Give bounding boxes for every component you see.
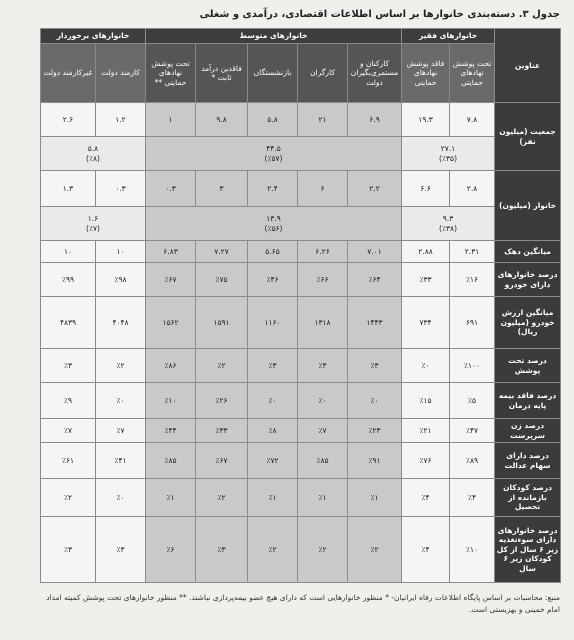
table-cell: ۲.۳۱	[450, 241, 495, 263]
footnote: منبع: محاسبات بر اساس پایگاه اطلاعات رفاه ایرانیان- * منظور خانوارهایی است که دارای هیچ عضو بیمه‌پردازی نباشند. ** منظور خانوارهای تحت پوشش کمیته امداد امام خمینی و بهزیستی است.	[46, 593, 560, 614]
table-row	[41, 171, 561, 207]
table-cell: ٪۶۷	[196, 443, 248, 479]
table-cell: ۳	[196, 171, 248, 207]
table-cell: ٪۲	[248, 517, 298, 583]
row-label: جمعیت (میلیون نفر)	[495, 103, 561, 171]
row-label: خانوار (میلیون)	[495, 171, 561, 241]
table-cell: ٪۰	[298, 383, 348, 419]
col-header: کارمند دولت	[96, 44, 146, 103]
table-cell: ٪۱	[298, 479, 348, 517]
subtotal-row	[41, 207, 561, 241]
table-cell: ۶.۶	[402, 171, 450, 207]
table-cell: ٪۲	[96, 349, 146, 383]
subtotal-rich: ۵.۸ (٪۸)	[41, 137, 146, 171]
table-cell: ۷.۲۷	[196, 241, 248, 263]
table-row	[41, 297, 561, 349]
table-cell: ۶.۹	[348, 103, 402, 137]
table-cell: ٪۹۱	[348, 443, 402, 479]
table-cell: ٪۹	[41, 383, 96, 419]
table-cell: ۴۸۳۹	[41, 297, 96, 349]
row-label: درصد تحت پوشش	[495, 349, 561, 383]
table-cell: ٪۳	[348, 349, 402, 383]
table-cell: ٪۸۹	[450, 443, 495, 479]
table-cell: ٪۲	[196, 479, 248, 517]
table-cell: ۱۵۶۲	[146, 297, 196, 349]
table-cell: ٪۰	[248, 383, 298, 419]
table-cell: ٪۲	[348, 517, 402, 583]
table-cell: ٪۲	[298, 517, 348, 583]
table-cell: ٪۶۴	[348, 263, 402, 297]
col-header: غیرکارمند دولت	[41, 44, 96, 103]
table-cell: ۷۳۴	[402, 297, 450, 349]
table-cell: ٪۰	[96, 479, 146, 517]
table-body	[41, 103, 561, 583]
table-cell: ٪۲۶	[196, 383, 248, 419]
table-cell: ٪۳	[196, 517, 248, 583]
table-row	[41, 383, 561, 419]
table-cell: ۱۱۶۰	[248, 297, 298, 349]
table-cell: ۲۱	[298, 103, 348, 137]
group-header-mid: خانوارهای متوسط	[146, 29, 402, 44]
table-cell: ٪۶۷	[146, 263, 196, 297]
table-cell: ۱۳۱۸	[298, 297, 348, 349]
row-label: درصد دارای سهام عدالت	[495, 443, 561, 479]
table-cell: ٪۹۹	[41, 263, 96, 297]
subtotal-rich: ۱.۶ (٪۷)	[41, 207, 146, 241]
row-label: میانگین دهک	[495, 241, 561, 263]
col-header: کارگران	[298, 44, 348, 103]
table-row	[41, 241, 561, 263]
table-cell: ۱.۳	[41, 171, 96, 207]
page-title: جدول ۳. دسته‌بندی خانوارها بر اساس اطلاعات اقتصادی، درآمدی و شغلی	[199, 9, 560, 20]
table-cell: ۶.۸۳	[146, 241, 196, 263]
table-cell: ۵.۸	[248, 103, 298, 137]
table-cell: ٪۳	[41, 517, 96, 583]
table-cell: ٪۲۱	[402, 419, 450, 443]
table-cell: ۲.۸۸	[402, 241, 450, 263]
table-cell: ٪۱	[248, 479, 298, 517]
subtotal-mid: ۱۳.۹ (٪۵۶)	[146, 207, 402, 241]
col-header: فاقد پوشش نهادهای حمایتی	[402, 44, 450, 103]
table-cell: ۱۰	[41, 241, 96, 263]
group-header-poor: خانوارهای فقیر	[402, 29, 495, 44]
table-cell: ٪۷۵	[196, 263, 248, 297]
table-cell: ۰.۳	[96, 171, 146, 207]
table-cell: ۶	[298, 171, 348, 207]
table-cell: ۵.۶۵	[248, 241, 298, 263]
table-cell: ۱	[146, 103, 196, 137]
table-cell: ٪۲	[196, 349, 248, 383]
table-cell: ۷.۰۱	[348, 241, 402, 263]
table-cell: ٪۰	[402, 349, 450, 383]
table-cell: ٪۸۶	[146, 349, 196, 383]
subtotal-mid: ۴۴.۵ (٪۵۷)	[146, 137, 402, 171]
table-cell: ٪۱۰	[146, 383, 196, 419]
table-cell: ۲.۴	[248, 171, 298, 207]
col-header: تحت پوشش نهادهای حمایتی	[450, 44, 495, 103]
table-cell: ٪۷	[96, 419, 146, 443]
table-cell: ٪۶۱	[41, 443, 96, 479]
col-header: فاقدین درآمد ثابت *	[196, 44, 248, 103]
table-cell: ٪۸	[248, 419, 298, 443]
table-cell: ٪۳۳	[402, 263, 450, 297]
table-row	[41, 103, 561, 137]
table-row	[41, 443, 561, 479]
table-cell: ۲.۲	[348, 171, 402, 207]
table-cell: ۲.۶	[41, 103, 96, 137]
table-cell: ۶۹۱	[450, 297, 495, 349]
table-cell: ٪۱	[146, 479, 196, 517]
table-cell: ۲.۸	[450, 171, 495, 207]
table-cell: ٪۴۷	[450, 419, 495, 443]
table-cell: ۷.۸	[450, 103, 495, 137]
table-cell: ٪۱۶	[450, 263, 495, 297]
group-header-rich: خانوارهای برخوردار	[41, 29, 146, 44]
table-cell: ٪۳	[41, 349, 96, 383]
table-cell: ۰.۳	[146, 171, 196, 207]
table-cell: ۴۰۴۸	[96, 297, 146, 349]
table-cell: ٪۶۶	[298, 263, 348, 297]
table-cell: ٪۱	[348, 479, 402, 517]
row-label: درصد زن سرپرست	[495, 419, 561, 443]
table-cell: ۶.۲۶	[298, 241, 348, 263]
table-row	[41, 479, 561, 517]
table-cell: ٪۱۰۰	[450, 349, 495, 383]
row-label: درصد خانوارهای دارای خودرو	[495, 263, 561, 297]
table-cell: ٪۱۵	[402, 383, 450, 419]
table-cell: ٪۴۶	[248, 263, 298, 297]
table-cell: ۱۰	[96, 241, 146, 263]
table-row	[41, 419, 561, 443]
table-cell: ٪۳	[248, 349, 298, 383]
table-cell: ٪۴	[402, 479, 450, 517]
table-cell: ٪۹۸	[96, 263, 146, 297]
table-cell: ٪۷	[41, 419, 96, 443]
table-cell: ٪۰	[96, 383, 146, 419]
table-cell: ٪۵	[450, 383, 495, 419]
table-row	[41, 349, 561, 383]
table-cell: ۱۴۴۳	[348, 297, 402, 349]
table-cell: ٪۲	[41, 479, 96, 517]
table-cell: ٪۳	[96, 517, 146, 583]
table-row	[41, 263, 561, 297]
table-cell: ٪۱۰	[450, 517, 495, 583]
table-cell: ۱.۲	[96, 103, 146, 137]
table-cell: ٪۴	[450, 479, 495, 517]
table-cell: ٪۴۴	[146, 419, 196, 443]
table-row	[41, 517, 561, 583]
table-cell: ٪۷۲	[248, 443, 298, 479]
table-cell: ۱۵۹۱	[196, 297, 248, 349]
table-cell: ٪۲۳	[348, 419, 402, 443]
subtotal-row	[41, 137, 561, 171]
table-cell: ٪۸۵	[298, 443, 348, 479]
row-label: میانگین ارزش خودرو (میلیون ریال)	[495, 297, 561, 349]
title-column-header: عناوین	[495, 29, 561, 103]
table-cell: ٪۴	[402, 517, 450, 583]
subtotal-poor: ۹.۳ (٪۳۸)	[402, 207, 495, 241]
table-cell: ٪۰	[348, 383, 402, 419]
table-cell: ٪۷	[298, 419, 348, 443]
table-cell: ۱۹.۳	[402, 103, 450, 137]
table-cell: ٪۴۱	[96, 443, 146, 479]
subtotal-poor: ۲۷.۱ (٪۳۵)	[402, 137, 495, 171]
col-header: تحت پوشش نهادهای حمایتی **	[146, 44, 196, 103]
col-header: بازنشستگان	[248, 44, 298, 103]
table-cell: ۹.۸	[196, 103, 248, 137]
table-cell: ٪۳۳	[196, 419, 248, 443]
table-cell: ٪۶	[146, 517, 196, 583]
table-cell: ٪۸۵	[146, 443, 196, 479]
household-table	[40, 28, 561, 583]
row-label: درصد خانوارهای دارای سوءتغذیه زیر ۶ سال از کل کودکان زیر ۶ سال	[495, 517, 561, 583]
table-cell: ٪۳	[298, 349, 348, 383]
table-cell: ٪۷۶	[402, 443, 450, 479]
row-label: درصد فاقد بیمه پایه درمان	[495, 383, 561, 419]
row-label: درصد کودکان بازمانده از تحصیل	[495, 479, 561, 517]
col-header: کارکنان و مستمری‌بگیران دولت	[348, 44, 402, 103]
